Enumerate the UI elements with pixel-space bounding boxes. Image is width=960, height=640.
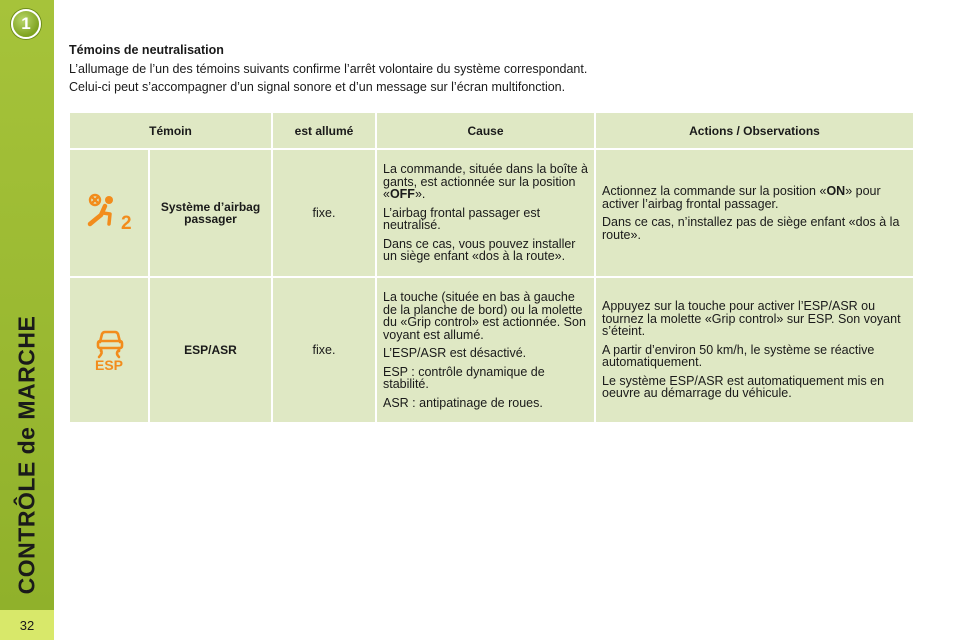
warning-name: ESP/ASR [150, 278, 271, 422]
on-position-label: ON [826, 184, 846, 198]
cause-text: La commande, située dans la boîte à gants, est actionnée sur la position « [383, 162, 588, 202]
action-paragraph [602, 185, 907, 210]
airbag-seat-number: 2 [121, 213, 132, 233]
icon-cell [70, 278, 148, 422]
action-paragraph: Le système ESP/ASR est automatiquement mis en oeuvre au démarrage du véhicule. [602, 373, 885, 401]
page-number: 32 [0, 610, 54, 640]
action-paragraph: A partir d’environ 50 km/h, le système se réactive automatiquement. [602, 342, 875, 370]
cause-paragraph: Dans ce cas, vous pouvez installer un siège enfant «dos à la route». [383, 236, 576, 264]
action-paragraph: Appuyez sur la touche pour activer l’ESP/ASR ou tournez la molette «Grip control» sur ESP. Son voyant s’éteint. [602, 299, 901, 339]
header-temoin: Témoin [70, 113, 271, 148]
action-paragraph: Dans ce cas, n’installez pas de siège enfant «dos à la route». [602, 215, 900, 242]
intro-line-1: L’allumage de l’un des témoins suivants confirme l’arrêt volontaire du système correspondant. [69, 62, 588, 76]
off-position-label: OFF [389, 187, 415, 202]
cause-paragraph: La touche (située en bas à gauche de la planche de bord) ou la molette du «Grip control» est actionnée. Son voyant est allumé. [383, 290, 586, 342]
intro-section [69, 43, 929, 97]
chapter-number-badge: 1 [11, 9, 41, 39]
cause-paragraph: L’airbag frontal passager est neutralisé. [383, 205, 541, 233]
header-cause: Cause [377, 113, 594, 148]
table-row [70, 150, 913, 276]
header-actions: Actions / Observations [596, 113, 913, 148]
warning-cause [377, 278, 594, 422]
header-lit: est allumé [273, 113, 375, 148]
table-header-row [70, 113, 913, 148]
action-text: Actionnez la commande sur la position « [602, 184, 827, 198]
warning-lit-state: fixe. [273, 278, 375, 422]
warning-cause [377, 150, 594, 276]
warning-actions [596, 278, 913, 422]
warning-name: Système d’airbag passager [150, 150, 271, 276]
warning-lit-state: fixe. [273, 150, 375, 276]
warning-lights-table [68, 111, 915, 424]
chapter-sidebar [0, 0, 54, 640]
intro-line-2: Celui-ci peut s’accompagner d’un signal sonore et d’un message sur l’écran multifonction. [69, 80, 566, 94]
esp-off-icon [89, 328, 129, 372]
cause-paragraph: L’ESP/ASR est désactivé. [383, 346, 527, 360]
esp-icon-label: ESP [94, 357, 124, 372]
airbag-off-icon [86, 193, 132, 233]
warning-actions [596, 150, 913, 276]
cause-paragraph [383, 163, 588, 201]
section-heading: Témoins de neutralisation [69, 43, 224, 57]
cause-text: ». [414, 187, 426, 202]
action-text: » pour activer l’airbag frontal passager. [602, 184, 881, 211]
icon-cell [70, 150, 148, 276]
chapter-title: CONTRÔLE de MARCHE [13, 315, 40, 595]
cause-paragraph: ESP : contrôle dynamique de stabilité. [383, 364, 545, 391]
cause-paragraph: ASR : antipatinage de roues. [383, 395, 543, 410]
table-row [70, 278, 913, 422]
